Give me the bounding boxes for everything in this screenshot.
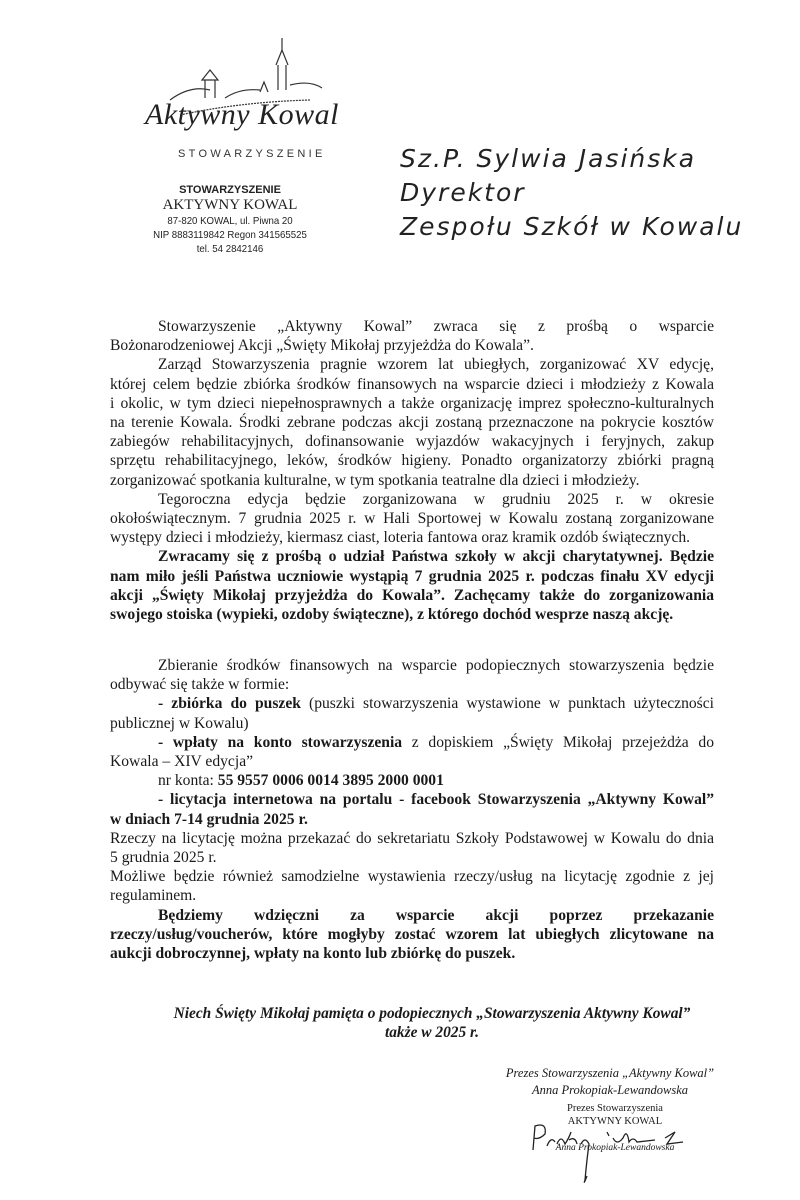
sender-address-block <box>130 183 330 256</box>
text-line <box>110 944 714 963</box>
line-text: akcji „Święty Mikołaj przyjeżdża do Kowala”. Zachęcamy także do zorganizowania <box>110 586 714 604</box>
recipient-name: Sz.P. Sylwia Jasińska <box>400 144 697 173</box>
closing-line: Niech Święty Mikołaj pamięta o podopiecznych „Stowarzyszenia Aktywny Kowal” <box>173 1005 691 1022</box>
line-text: okołoświątecznym. 7 grudnia 2025 r. w Hali Sportowej w Kowalu zostaną zorganizowane <box>110 510 714 528</box>
text-line <box>110 336 714 355</box>
handwritten-signature <box>525 1118 725 1188</box>
line-text: (puszki stowarzyszenia wystawione w punktach użyteczności <box>300 695 714 713</box>
line-text: na terenie Kowala. Środki zebrane podczas akcji zostaną przeznaczone na pokrycie kosztów <box>110 414 714 432</box>
text-line <box>110 694 714 713</box>
line-text: rzeczy/usług/voucherów, które mogłyby zostać wzorem lat ubiegłych zlicytowane na <box>110 925 714 943</box>
closing-wish <box>110 1004 714 1042</box>
line-text: Stowarzyszenie „Aktywny Kowal” zwraca się z prośbą o wsparcie <box>158 318 714 335</box>
text-line <box>110 790 714 809</box>
org-address: 87-820 KOWAL, ul. Piwna 20 <box>167 215 293 227</box>
stamp-title: Prezes Stowarzyszenia <box>567 1103 663 1114</box>
text-line <box>110 848 714 867</box>
line-text: 5 grudnia 2025 r. <box>110 849 217 867</box>
line-text: Bożonarodzeniowej Akcji „Święty Mikołaj przyjeżdża do Kowala”. <box>110 337 534 355</box>
line-text: zorganizować spotkania kulturalne, w tym spotkania teatralne dla dzieci i młodzieży. <box>110 471 640 489</box>
handwritten-recipient <box>400 142 743 244</box>
line-text: i okolic, w tym dzieci niepełnosprawnych a także organizację imprez społeczno-kulturalnych <box>110 394 714 412</box>
text-line <box>110 771 714 790</box>
letter-body-part1 <box>110 317 714 624</box>
line-text: Możliwe będzie również samodzielne wystawienia rzeczy/usług na licytację zgodnie z jej <box>110 868 714 886</box>
text-line <box>110 355 714 374</box>
line-text: w dniach 7-14 grudnia 2025 r. <box>110 810 308 828</box>
text-line <box>110 925 714 944</box>
line-text: odbywać się także w formie: <box>110 676 290 694</box>
signatory-title: Prezes Stowarzyszenia „Aktywny Kowal” <box>505 1066 715 1080</box>
line-text: Rzeczy na licytację można przekazać do sekretariatu Szkoły Podstawowej w Kowalu do dnia <box>110 829 714 847</box>
line-text: Zwracamy się z prośbą o udział Państwa szkoły w akcji charytatywnej. Będzie <box>158 548 714 566</box>
line-text: Tegoroczna edycja będzie zorganizowana w grudniu 2025 r. w okresie <box>158 490 714 508</box>
text-line <box>110 413 714 432</box>
signatory-name: Anna Prokopiak-Lewandowska <box>531 1083 689 1097</box>
line-text: zabiegów rehabilitacyjnych, dofinansowanie wyjazdów wakacyjnych i feryjnych, zakup <box>110 433 714 451</box>
line-text: Kowala – XIV edycja” <box>110 753 254 771</box>
logo-subtitle: STOWARZYSZENIE <box>178 148 326 160</box>
line-text: Zbieranie środków finansowych na wsparcie podopiecznych stowarzyszenia będzie <box>158 657 714 674</box>
text-line <box>110 567 714 586</box>
text-line <box>110 317 714 336</box>
text-line <box>110 375 714 394</box>
line-text: nr konta: <box>158 772 218 790</box>
stamp-name: Anna Prokopiak-Lewandowska <box>555 1143 675 1153</box>
line-text: z dopiskiem „Święty Mikołaj przejeżdża do <box>402 733 714 751</box>
text-line <box>110 547 714 566</box>
text-line <box>110 714 714 733</box>
line-text: nam miło jeśli Państwa uczniowie wystąpią 7 grudnia 2025 r. podczas finału XV edycji <box>110 567 714 585</box>
logo-wordmark: Aktywny Kowal <box>145 98 339 131</box>
bold-phrase: - zbiórka do puszek <box>158 695 301 713</box>
line-text: sprzętu rehabilitacyjnego, leków, środków higieny. Ponadto organizatorzy zbiórki pragną <box>110 452 714 470</box>
line-text: Będziemy wdzięczni za wsparcie akcji poprzez przekazanie <box>158 906 714 924</box>
bold-phrase: - wpłaty na konto stowarzyszenia <box>158 733 403 751</box>
text-line <box>110 867 714 886</box>
line-text: występy dzieci i młodzieży, kiermasz ciast, loteria fantowa oraz kramik ozdób świątecznych. <box>110 529 691 547</box>
text-line <box>110 829 714 848</box>
line-text: Zarząd Stowarzyszenia pragnie wzorem lat ubiegłych, zorganizować XV edycję, <box>158 356 714 374</box>
text-line <box>110 906 714 925</box>
text-line <box>110 528 714 547</box>
text-line <box>110 675 714 694</box>
text-line <box>110 733 714 752</box>
line-text: swojego stoiska (wypieki, ozdoby świąteczne), z którego dochód wesprze naszą akcję. <box>110 606 674 624</box>
text-line <box>110 886 714 905</box>
org-name: AKTYWNY KOWAL <box>162 197 298 213</box>
line-text: której celem będzie zbiórka środków finansowych na wsparcie dzieci i młodzieży z Kowala <box>110 375 714 393</box>
letter-body-part2 <box>110 656 714 963</box>
text-line <box>110 471 714 490</box>
line-text: - licytacja internetowa na portalu - facebook Stowarzyszenia „Aktywny Kowal” <box>158 791 714 809</box>
org-phone: tel. 54 2842146 <box>196 243 264 255</box>
line-text: regulaminem. <box>110 887 197 905</box>
text-line <box>110 605 714 624</box>
text-line <box>110 451 714 470</box>
text-line <box>110 509 714 528</box>
account-number: 55 9557 0006 0014 3895 2000 0001 <box>217 772 444 790</box>
org-type: STOWARZYSZENIE <box>179 184 281 196</box>
line-text: aukcji dobroczynnej, wpłaty na konto lub zbiórkę do puszek. <box>110 945 516 963</box>
stamp-org: AKTYWNY KOWAL <box>567 1116 663 1127</box>
text-line <box>110 586 714 605</box>
signature-block <box>470 1065 750 1099</box>
text-line <box>110 432 714 451</box>
text-line <box>110 490 714 509</box>
line-text: publicznej w Kowalu) <box>110 714 249 732</box>
text-line <box>110 752 714 771</box>
recipient-title: Dyrektor <box>400 178 526 207</box>
org-nip-regon: NIP 8883119842 Regon 341565525 <box>153 229 307 241</box>
closing-line: także w 2025 r. <box>384 1024 480 1042</box>
text-line <box>110 394 714 413</box>
recipient-institution: Zespołu Szkół w Kowalu <box>400 212 744 241</box>
text-line <box>110 656 714 675</box>
text-line <box>110 810 714 829</box>
